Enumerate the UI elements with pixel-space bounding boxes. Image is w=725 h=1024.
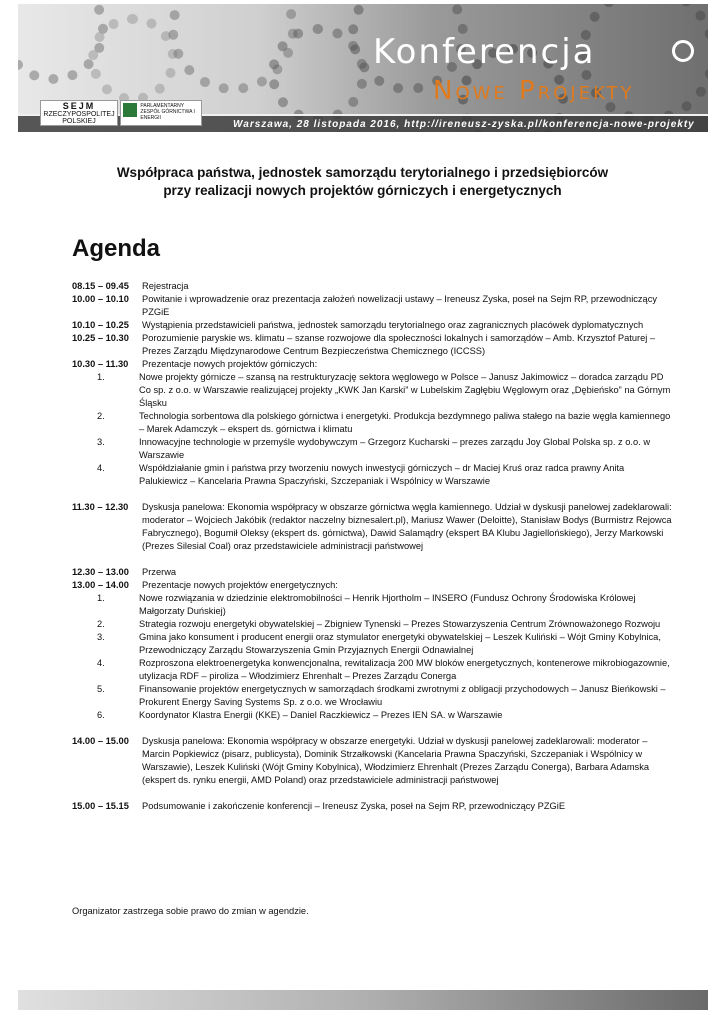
- agenda-row: [72, 280, 672, 293]
- list-text: Finansowanie projektów energetycznych w samorządach środkami zwrotnymi z obligacji przychodowych – Janusz Bieńkowski – Prokurent Energy Saving Systems Sp. z o.o. we Wrocławiu: [139, 684, 666, 707]
- headline-line-2: przy realizacji nowych projektów górniczych i energetycznych: [163, 183, 562, 198]
- agenda-text: Rejestracja: [142, 281, 189, 291]
- list-text: Rozproszona elektroenergetyka konwencjonalna, rewitalizacja 200 MW bloków energetycznych, kontenerowe mikrobiogazownie, utylizacja RDF – piroliza – Włodzimierz Ehrenhalt – Prezes Zarządu Conerga: [139, 658, 670, 681]
- list-number: 4.: [97, 658, 105, 668]
- list-number: 4.: [97, 463, 105, 473]
- list-item: [97, 657, 672, 683]
- headline-line-1: Współpraca państwa, jednostek samorządu terytorialnego i przedsiębiorców: [116, 165, 609, 180]
- agenda-time: 10.30 – 11.30: [72, 359, 129, 369]
- agenda-row: [72, 501, 672, 553]
- gear-decoration: [578, 4, 708, 124]
- agenda-time: 12.30 – 13.00: [72, 567, 129, 577]
- list-text: Technologia sorbentowa dla polskiego górnictwa i energetyki. Produkcja bezdymnego paliwa stałego na bazie węgla kamiennego – Marek Adamczyk – ekspert ds. górnictwa i klimatu: [139, 411, 671, 434]
- list-text: Innowacyjne technologie w przemyśle wydobywczym – Grzegorz Kucharski – prezes zarządu Joy Global Polska sp. z o.o. w Warszawie: [139, 437, 651, 460]
- list-number: 3.: [97, 437, 105, 447]
- list-item: [97, 683, 672, 709]
- agenda-row: [72, 293, 672, 319]
- list-item: [97, 592, 672, 618]
- list-number: 2.: [97, 619, 105, 629]
- ring-icon: [672, 40, 694, 62]
- agenda-text: Dyskusja panelowa: Ekonomia współpracy w obszarze energetyki. Udział w dyskusji panelowej zadeklarowali: moderator – Marcin Popkiewicz (pisarz, publicysta), Dominik Strzałkowski (Kancelaria Prawna Spaczyński, Szczepaniak i Wspólnicy w Warszawie), Leszek Kuliński (Wójt Gminy Kobylnica), Włodzimierz Ehrenhalt (Prezes Zarządu Conerga), Barbara Adamska (ekspert ds. rynku energii, AMD Poland) oraz przedstawiciele administracji państwowej: [142, 736, 650, 785]
- list-item: [97, 436, 672, 462]
- agenda-text: Prezentacje nowych projektów górniczych:: [142, 359, 318, 369]
- list-number: 5.: [97, 684, 105, 694]
- agenda-row: [72, 579, 672, 592]
- agenda-title: Agenda: [72, 235, 161, 262]
- agenda-row: [72, 800, 672, 813]
- conference-title: Konferencja: [373, 32, 596, 72]
- list-item: [97, 631, 672, 657]
- agenda-text: Powitanie i wprowadzenie oraz prezentacja założeń nowelizacji ustawy – Ireneusz Zyska, poseł na Sejm RP, przewodniczący PZGiE: [142, 294, 658, 317]
- document-headline: [0, 164, 725, 200]
- sejm-logo: [40, 100, 118, 126]
- pzgie-mark-icon: [123, 103, 137, 117]
- agenda-row: [72, 358, 672, 371]
- footer-band: [18, 990, 708, 1010]
- organizer-note: Organizator zastrzega sobie prawo do zmian w agendzie.: [72, 906, 309, 916]
- agenda-time: 14.00 – 15.00: [72, 736, 129, 746]
- agenda-row: [72, 566, 672, 579]
- mining-projects-list: [97, 371, 672, 488]
- agenda-list: [72, 280, 672, 813]
- list-text: Współdziałanie gmin i państwa przy tworzeniu nowych inwestycji górniczych – dr Maciej Kruś oraz radca prawny Anita Palukiewicz – Kancelaria Prawna Spaczyński, Szczepaniak i Wspólnicy w Warszawie: [139, 463, 625, 486]
- sejm-logo-subtext: RZECZYPOSPOLITEJ POLSKIEJ: [43, 111, 115, 125]
- list-number: 6.: [97, 710, 105, 720]
- list-text: Nowe rozwiązania w dziedzinie elektromobilności – Henrik Hjortholm – INSERO (Fundusz Ochrony Środowiska Królowej Małgorzaty Duńskiej): [139, 593, 636, 616]
- list-number: 1.: [97, 372, 105, 382]
- list-text: Strategia rozwoju energetyki obywatelskiej – Zbigniew Tynenski – Prezes Stowarzyszenia Centrum Zrównoważonego Rozwoju: [139, 619, 661, 629]
- agenda-time: 15.00 – 15.15: [72, 801, 129, 811]
- list-item: [97, 371, 672, 410]
- agenda-time: 10.00 – 10.10: [72, 294, 129, 304]
- agenda-row: [72, 319, 672, 332]
- list-number: 2.: [97, 411, 105, 421]
- agenda-time: 10.25 – 10.30: [72, 333, 129, 343]
- agenda-row: [72, 735, 672, 787]
- list-item: [97, 410, 672, 436]
- list-text: Nowe projekty górnicze – szansą na restrukturyzację sektora węglowego w Polsce – Janusz Jakimowicz – doradca zarządu PD Co sp. z o.o. w Warszawie realizującej projekty „KWK Jan Karski” w Lubelskim Zagłębiu Węglowym oraz „Dębieńsko” na Górnym Śląsku: [139, 372, 671, 408]
- conference-date-url: Warszawa, 28 listopada 2016, http://ireneusz-zyska.pl/konferencja-nowe-projekty: [233, 119, 695, 130]
- gear-decoration: [88, 14, 178, 104]
- conference-banner: [18, 4, 708, 132]
- list-text: Gmina jako konsument i producent energii oraz stymulator energetyki obywatelskiej – Leszek Kuliński – Wójt Gminy Kobylnica, Przewodniczący Zarządu Stowarzyszenia Gmin Przyjaznych Energii Odnawialnej: [139, 632, 661, 655]
- agenda-time: 08.15 – 09.45: [72, 281, 129, 291]
- list-number: 1.: [97, 593, 105, 603]
- agenda-time: 13.00 – 14.00: [72, 580, 129, 590]
- list-item: [97, 709, 672, 722]
- agenda-text: Prezentacje nowych projektów energetycznych:: [142, 580, 338, 590]
- energy-projects-list: [97, 592, 672, 722]
- list-item: [97, 462, 672, 488]
- agenda-text: Przerwa: [142, 567, 177, 577]
- agenda-text: Podsumowanie i zakończenie konferencji – Ireneusz Zyska, poseł na Sejm RP, przewodniczący PZGiE: [142, 801, 566, 811]
- conference-subtitle: Nowe Projekty: [433, 76, 635, 106]
- pzgie-logo: [120, 100, 202, 126]
- agenda-text: Porozumienie paryskie ws. klimatu – szanse rozwojowe dla społeczności lokalnych i samorządów – Amb. Krzysztof Paturej – Prezes Zarządu Międzynarodowe Centrum Bezpieczeństwa Chemicznego (ICCSS): [142, 333, 656, 356]
- agenda-text: Wystąpienia przedstawicieli państwa, jednostek samorządu terytorialnego oraz zagranicznych placówek dyplomatycznych: [142, 320, 644, 330]
- pzgie-logo-text: PARLAMENTARNY ZESPÓŁ GÓRNICTWA I ENERGII: [140, 103, 195, 121]
- sejm-logo-text: SEJM: [62, 101, 96, 111]
- list-number: 3.: [97, 632, 105, 642]
- list-text: Koordynator Klastra Energii (KKE) – Daniel Raczkiewicz – Prezes IEN SA. w Warszawie: [139, 710, 503, 720]
- agenda-text: Dyskusja panelowa: Ekonomia współpracy w obszarze górnictwa węgla kamiennego. Udział w dyskusji panelowej zadeklarowali: moderator – Wojciech Jakóbik (redaktor naczelny biznesalert.pl), Mariusz Wawer (Deloitte), Stanisław Bodys (Burmistrz Rejowca Fabrycznego), Bogumił Oleksy (ekspert ds. górnictwa), Dawid Salamądry (ekspert BA Klubu Jagiellońskiego), Jerzy Markowski (Prezes Silesial Coal) oraz przedstawiciele administracji państwowej: [142, 502, 672, 551]
- agenda-time: 10.10 – 10.25: [72, 320, 129, 330]
- agenda-time: 11.30 – 12.30: [72, 502, 129, 512]
- agenda-row: [72, 332, 672, 358]
- list-item: [97, 618, 672, 631]
